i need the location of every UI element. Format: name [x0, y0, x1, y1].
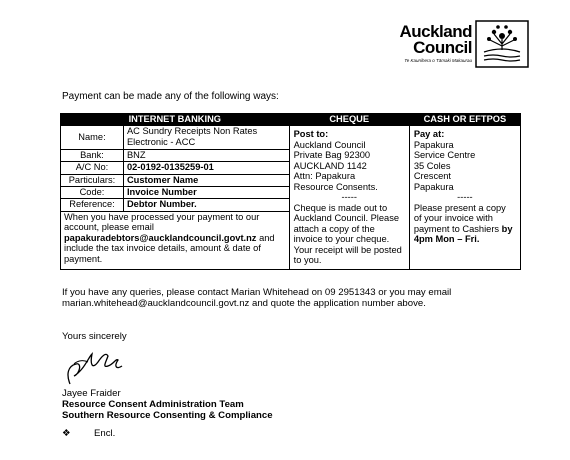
- enclosure-line: [62, 428, 115, 439]
- internet-banking-note: [61, 211, 290, 269]
- cheque-column: [289, 126, 409, 270]
- query-paragraph: If you have any queries, please contact Marian Whitehead on 09 2951343 or you may email marian.whitehead@aucklandcouncil.govt.nz and quote the application number above.: [62, 287, 452, 309]
- code-label: Code:: [61, 186, 124, 198]
- cash-address-line: Papakura: [413, 181, 454, 192]
- cash-address-line: Papakura: [413, 139, 454, 150]
- cheque-address-line: Resource Consents.: [293, 181, 378, 192]
- post-to-label: Post to:: [293, 129, 329, 139]
- signatory-department: Southern Resource Consenting & Compliance: [62, 410, 273, 421]
- cheque-address-line: Attn: Papakura: [293, 171, 356, 181]
- signatory-team: Resource Consent Administration Team: [62, 399, 244, 410]
- account-number-label: A/C No:: [61, 162, 124, 174]
- cash-separator: -----: [457, 192, 473, 202]
- cash-address-line: Crescent: [413, 171, 452, 181]
- logo-line1: Auckland: [399, 22, 472, 41]
- cheque-address-line: Auckland Council: [293, 139, 366, 150]
- cash-note: [414, 203, 516, 245]
- header-cash-eftpos: CASH OR EFTPOS: [409, 114, 520, 126]
- cash-address-line: Service Centre: [413, 150, 476, 160]
- cheque-address-line: Private Bag 92300: [293, 150, 371, 160]
- code-value: Invoice Number: [123, 186, 289, 198]
- note-text: When you have processed your payment to our account, please email: [64, 211, 260, 233]
- signature-block: [62, 388, 273, 421]
- council-logo: [392, 20, 532, 70]
- particulars-label: Particulars:: [61, 174, 124, 186]
- header-internet-banking: INTERNET BANKING: [61, 114, 290, 126]
- enclosure-label: Encl.: [94, 428, 116, 439]
- cash-note-text: Please present a copy of your invoice with payment to Cashiers: [413, 202, 506, 234]
- signature-image: [62, 344, 132, 386]
- payment-methods-table: [60, 113, 521, 270]
- intro-text: Payment can be made any of the following ways:: [62, 91, 279, 102]
- cheque-note: Cheque is made out to Auckland Council. Please attach a copy of the invoice to your cheque. Your receipt will be posted to you.: [293, 202, 402, 265]
- cash-address-line: 35 Coles: [413, 160, 451, 171]
- closing-salutation: Yours sincerely: [62, 331, 127, 342]
- name-label: Name:: [61, 126, 124, 150]
- note-text: and include the tax invoice details, amount & date of payment.: [64, 232, 275, 264]
- cheque-address-line: AUCKLAND 1142: [293, 160, 367, 171]
- bank-label: Bank:: [61, 149, 124, 161]
- pohutukawa-emblem-icon: [474, 20, 530, 70]
- cash-column: [409, 126, 520, 270]
- pay-at-label: Pay at:: [413, 129, 445, 139]
- particulars-value: Customer Name: [123, 174, 289, 186]
- cash-note-hours: 4pm Mon – Fri.: [413, 234, 480, 244]
- logo-line2: Council: [413, 38, 472, 57]
- header-cheque: CHEQUE: [289, 114, 409, 126]
- bullet-icon: ❖: [62, 428, 71, 439]
- logo-tagline: Te Kaunihera o Tāmaki Makaurau: [404, 58, 472, 63]
- bank-value: BNZ: [123, 149, 289, 161]
- debtors-email-link[interactable]: papakuradebtors@aucklandcouncil.govt.nz: [64, 232, 257, 243]
- cheque-separator: -----: [341, 192, 357, 202]
- name-value: AC Sundry Receipts Non Rates Electronic - ACC: [123, 126, 289, 150]
- account-number-value: 02-0192-0135259-01: [123, 162, 289, 174]
- cash-note-by: by: [501, 223, 513, 234]
- reference-label: Reference:: [61, 199, 124, 211]
- reference-value: Debtor Number.: [123, 199, 289, 211]
- signatory-name: Jayee Fraider: [62, 388, 121, 399]
